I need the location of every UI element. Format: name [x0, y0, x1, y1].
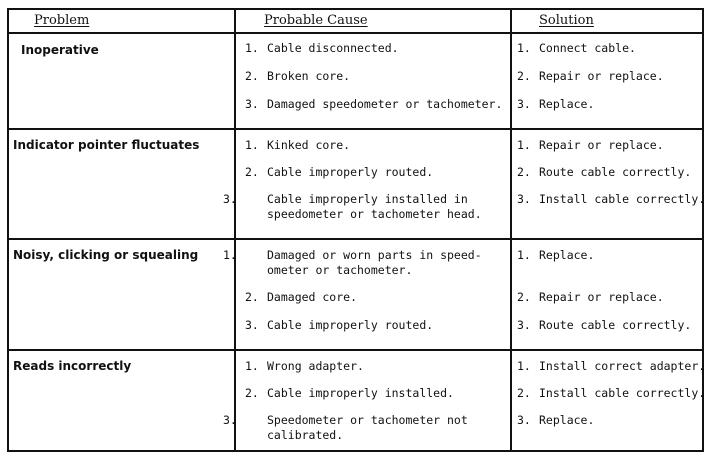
cause-item: 3. Speedometer or tachometer not calibrated.: [223, 413, 475, 442]
header-probable-cause: Probable Cause: [264, 13, 368, 28]
row-divider-3: [9, 349, 702, 351]
problem-cell: Indicator pointer fluctuates: [13, 138, 200, 152]
solution-item: 2. Repair or replace.: [517, 290, 664, 304]
cause-item: 3. Damaged speedometer or tachometer.: [245, 97, 503, 111]
solution-item: 1. Connect cable.: [517, 41, 636, 55]
solution-item: 2. Repair or replace.: [517, 69, 664, 83]
solution-item: 1. Install correct adapter.: [517, 359, 706, 373]
cause-item: 2. Cable improperly installed.: [245, 386, 454, 400]
header-solution: Solution: [539, 13, 594, 28]
row-divider-1: [9, 128, 702, 130]
solution-item: 3. Install cable correctly.: [517, 192, 706, 206]
cause-item: 1. Kinked core.: [245, 138, 351, 152]
solution-item: 1. Replace.: [517, 248, 595, 262]
cause-item: 2. Cable improperly routed.: [245, 165, 434, 179]
solution-item: 3. Route cable correctly.: [517, 318, 692, 332]
cause-item: 2. Broken core.: [245, 69, 351, 83]
problem-cell: Inoperative: [21, 43, 99, 57]
header-divider: [9, 32, 702, 34]
solution-item: 3. Replace.: [517, 413, 595, 427]
cause-item: 1. Wrong adapter.: [245, 359, 364, 373]
row-divider-2: [9, 238, 702, 240]
solution-item: 2. Install cable correctly.: [517, 386, 706, 400]
cause-item: 1. Damaged or worn parts in speed-ometer or tachometer.: [223, 248, 482, 277]
header-problem: Problem: [34, 13, 90, 28]
cause-item: 3. Cable improperly installed in speedometer or tachometer head.: [223, 192, 482, 221]
solution-item: 1. Repair or replace.: [517, 138, 664, 152]
solution-item: 3. Replace.: [517, 97, 595, 111]
cause-item: 1. Cable disconnected.: [245, 41, 399, 55]
problem-cell: Noisy, clicking or squealing: [13, 248, 199, 262]
column-divider-1: [234, 10, 236, 450]
cause-item: 3. Cable improperly routed.: [245, 318, 434, 332]
solution-item: 2. Route cable correctly.: [517, 165, 692, 179]
problem-cell: Reads incorrectly: [13, 359, 132, 373]
troubleshooting-table: [7, 8, 704, 452]
cause-item: 2. Damaged core.: [245, 290, 358, 304]
